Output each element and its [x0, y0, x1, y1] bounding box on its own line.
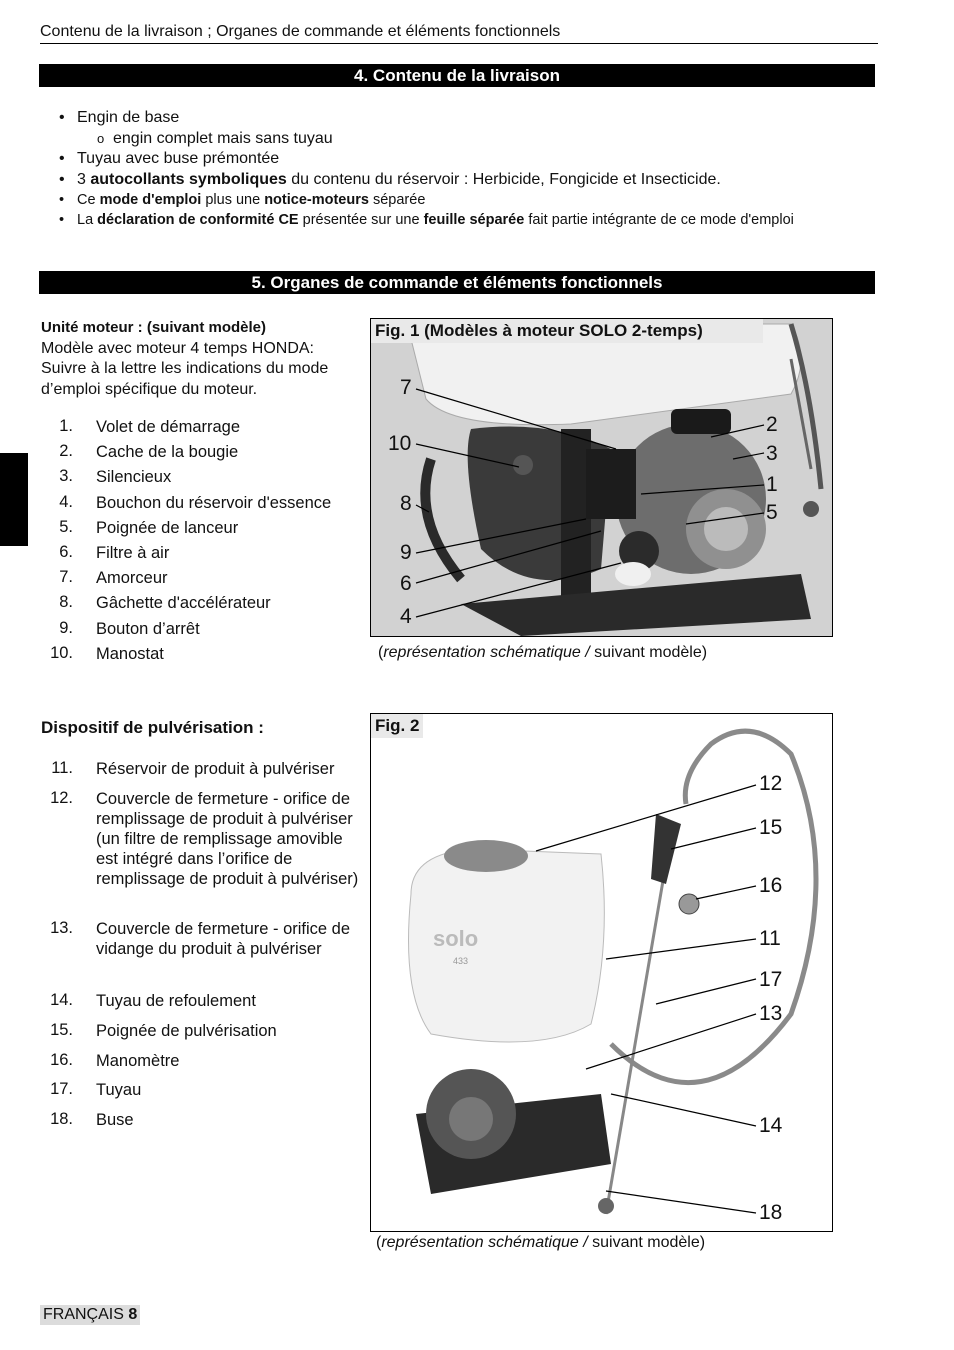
- callout-number: 9: [400, 541, 412, 564]
- fig2-model-number: 433: [453, 956, 469, 966]
- figure-2-caption: [376, 1234, 705, 1252]
- page-header: Contenu de la livraison ; Organes de commande et éléments fonctionnels: [40, 23, 878, 44]
- caption-text: suivant modèle): [589, 644, 708, 661]
- spray-title: Dispositif de pulvérisation :: [41, 718, 264, 737]
- list-row: [41, 919, 361, 991]
- item-number: 16.: [50, 1050, 73, 1069]
- engine-parts-list: [41, 417, 361, 669]
- list-item: [59, 190, 867, 211]
- page-number: 8: [128, 1306, 138, 1323]
- item-bold: feuille séparée: [423, 211, 525, 228]
- list-item: [59, 108, 867, 129]
- engine-illustration: [371, 319, 832, 636]
- item-number: 3.: [59, 467, 73, 486]
- figure-2: [370, 713, 833, 1232]
- item-label: Cache de la bougie: [96, 443, 239, 462]
- list-row: [41, 619, 361, 644]
- item-number: 12.: [50, 789, 73, 807]
- item-number: 9.: [59, 618, 73, 637]
- callout-number: 11: [759, 927, 781, 950]
- item-number: 10.: [50, 643, 73, 662]
- figure-2-label: Fig. 2: [371, 714, 423, 738]
- list-item: [59, 211, 867, 230]
- item-text: engin complet mais sans tuyau: [113, 129, 333, 147]
- engine-unit-intro: [41, 318, 351, 400]
- callout-number: 13: [759, 1002, 783, 1025]
- list-row: [41, 442, 361, 467]
- item-label: Amorceur: [96, 569, 168, 588]
- list-row: [41, 1051, 361, 1081]
- page-footer: [40, 1305, 140, 1325]
- figure-1-caption: [378, 644, 707, 662]
- item-label: Manomètre: [96, 1051, 180, 1070]
- item-number: 4.: [59, 492, 73, 511]
- item-label: Bouton d’arrêt: [96, 619, 200, 638]
- item-label: Gâchette d'accélérateur: [96, 594, 271, 613]
- item-label: Volet de démarrage: [96, 418, 241, 436]
- figure-1: [370, 318, 833, 637]
- item-number: 14.: [50, 991, 73, 1009]
- item-label: Poignée de pulvérisation: [96, 1022, 277, 1040]
- list-row: [41, 759, 361, 789]
- section-4-title: 4. Contenu de la livraison: [39, 64, 875, 87]
- item-number: 17.: [50, 1080, 73, 1098]
- section-5-title: 5. Organes de commande et éléments fonctionnels: [39, 271, 875, 294]
- list-row: [41, 518, 361, 543]
- item-number: 11.: [51, 759, 73, 777]
- caption-italic: représentation schématique /: [381, 1234, 588, 1251]
- item-number: 2.: [59, 442, 73, 461]
- item-number: 7.: [59, 568, 73, 587]
- callout-number: 16: [759, 874, 783, 897]
- list-row: [41, 644, 361, 669]
- item-bold: mode d'emploi: [99, 192, 202, 208]
- item-text: du contenu du réservoir : Herbicide, Fongicide et Insecticide.: [286, 170, 721, 188]
- callout-number: 6: [400, 572, 412, 595]
- item-number: 5.: [59, 517, 73, 536]
- list-row: [41, 467, 361, 492]
- callout-number: 12: [759, 772, 783, 795]
- item-text: Tuyau avec buse prémontée: [77, 150, 280, 167]
- item-number: 1.: [59, 417, 73, 435]
- callout-number: 2: [766, 413, 778, 436]
- callout-number: 15: [759, 816, 783, 839]
- list-row: [41, 543, 361, 568]
- engine-unit-text: Modèle avec moteur 4 temps HONDA: Suivre à la lettre les indications du mode d’emploi spécifique du moteur.: [41, 339, 329, 398]
- item-label: Bouchon du réservoir d'essence: [96, 493, 332, 512]
- item-label: Silencieux: [96, 468, 172, 487]
- list-row: [41, 568, 361, 593]
- callout-number: 8: [400, 492, 412, 515]
- item-bold: notice-moteurs: [264, 192, 369, 208]
- callout-number: 5: [766, 501, 778, 524]
- item-number: 13.: [50, 919, 73, 937]
- item-label: Couvercle de fermeture - orifice de vidange du produit à pulvériser: [96, 920, 351, 958]
- footer-language: FRANÇAIS: [43, 1306, 124, 1323]
- list-item: [59, 170, 867, 191]
- item-label: Tuyau de refoulement: [96, 992, 256, 1010]
- callout-number: 7: [400, 376, 412, 399]
- callout-number: 3: [766, 442, 778, 465]
- callout-number: 18: [759, 1201, 783, 1224]
- list-row: [41, 417, 361, 442]
- fig2-brand-logo: solo: [433, 926, 479, 951]
- item-number: 18.: [50, 1110, 73, 1128]
- item-number: 15.: [50, 1021, 73, 1039]
- item-text: 3: [77, 170, 91, 188]
- item-text: Engin de base: [77, 109, 180, 126]
- callout-number: 17: [759, 968, 783, 991]
- item-label: Poignée de lanceur: [96, 518, 239, 537]
- callout-number: 14: [759, 1114, 783, 1137]
- item-text: présentée sur une: [298, 211, 424, 228]
- list-subitem: [59, 129, 887, 150]
- caption-text: suivant modèle): [587, 1234, 706, 1251]
- item-label: Manostat: [96, 644, 164, 663]
- item-label: Filtre à air: [96, 543, 170, 562]
- item-label: Couvercle de fermeture - orifice de remplissage de produit à pulvériser (un filtre de remplissage amovible est intégré dans l’orifice de remplissage de produit à pulvériser): [96, 790, 359, 888]
- item-label: Tuyau: [96, 1081, 142, 1099]
- caption-paren: (: [378, 644, 384, 661]
- callout-number: 1: [766, 473, 778, 496]
- delivery-list: [59, 108, 887, 230]
- callout-number: 4: [400, 605, 412, 628]
- item-text: La: [77, 211, 98, 228]
- item-text: plus une: [201, 192, 265, 208]
- list-row: [41, 493, 361, 518]
- list-row: [41, 991, 361, 1021]
- callout-number: 10: [388, 432, 412, 455]
- item-number: 8.: [59, 593, 73, 612]
- item-text: Ce: [77, 192, 100, 208]
- list-row: [41, 1080, 361, 1110]
- language-tab-marker: [0, 453, 28, 546]
- list-row: [41, 789, 361, 919]
- list-row: [41, 593, 361, 618]
- engine-unit-title: Unité moteur : (suivant modèle): [41, 319, 267, 336]
- item-bold: déclaration de conformité CE: [97, 211, 299, 228]
- list-row: [41, 1110, 361, 1140]
- item-text: séparée: [368, 192, 426, 208]
- figure-1-label: Fig. 1 (Modèles à moteur SOLO 2-temps): [371, 319, 763, 343]
- list-row: [41, 1021, 361, 1051]
- spray-parts-list: [41, 759, 361, 1140]
- item-label: Réservoir de produit à pulvériser: [96, 760, 335, 778]
- item-text: fait partie intégrante de ce mode d'emploi: [524, 211, 794, 228]
- item-number: 6.: [59, 542, 73, 561]
- caption-italic: représentation schématique /: [383, 644, 590, 661]
- caption-paren: (: [376, 1234, 382, 1251]
- list-item: [59, 149, 867, 170]
- item-label: Buse: [96, 1111, 134, 1129]
- item-bold: autocollants symboliques: [90, 170, 287, 188]
